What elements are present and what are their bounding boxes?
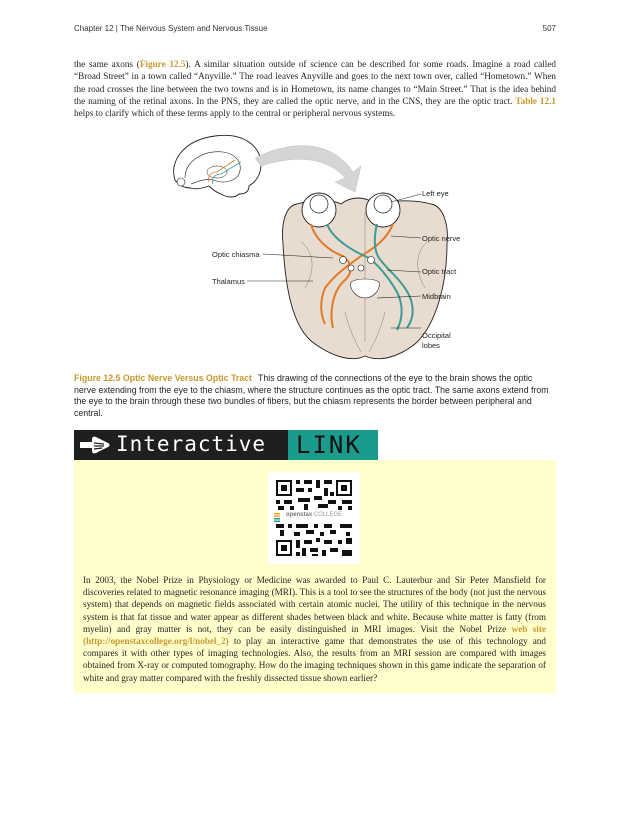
caption-text: This drawing of the connections of the eye to the brain shows the optic nerve extending from the eye to the chiasm, where the structure continues as the optic tract. The same axons extend from the eye to the brain through these two bundles of fibers, but the chiasm represents the border between peripheral and central. <box>74 373 549 418</box>
intro-text-3: helps to clarify which of these terms apply to the central or peripheral nervous systems. <box>74 108 396 119</box>
figure-caption <box>74 373 556 419</box>
label-left-eye: Left eye <box>422 189 449 198</box>
label-optic-chiasma: Optic chiasma <box>212 250 260 259</box>
qr-code-image <box>268 472 360 564</box>
page-number: 507 <box>542 24 556 33</box>
interactive-link-banner <box>74 430 378 460</box>
banner-word-link: LINK <box>296 431 362 459</box>
banner-word-interactive: Interactive <box>116 432 267 456</box>
interactive-text-2: to play an interactive game that demonstrates the use of this technology and compares it with other types of imaging technologies. Also, the results from an MRI session are compared with images obtained from X-ray or computed tomography. How do the imaging techniques shown in this game indicate the separation of white and gray matter compared with the freshly dissected tissue shown earlier? <box>83 636 546 683</box>
label-occipital-2: lobes <box>422 341 440 350</box>
head-silhouette <box>174 135 261 197</box>
label-thalamus: Thalamus <box>212 277 245 286</box>
chapter-title: Chapter 12 | The Nervous System and Nervous Tissue <box>74 24 268 33</box>
table-ref-link[interactable]: Table 12.1 <box>515 95 556 106</box>
page-header <box>74 24 556 36</box>
figure-ref-link[interactable]: Figure 12.5 <box>139 59 186 69</box>
intro-text-2: ). A similar situation outside of science can be described for some roads. Imagine a road called “Broad Street” in a town called “Anyville.” The road leaves Anyville and goes to the next town over, called “Hometown.” When the road crosses the line between the two towns and is in Hometown, its name changes to “Main Street.” That is the idea behind the naming of the retinal axons. In the PNS, they are called the optic nerve, and in the CNS, they are the optic tract. <box>74 59 556 106</box>
nobel-website-link[interactable]: web site (http://openstaxcollege.org/l/nobel_2) <box>83 623 546 647</box>
interactive-text-1: In 2003, the Nobel Prize in Physiology or Medicine was awarded to Paul C. Lauterbur and Sir Peter Mansfield for discoveries related to magnetic resonance imaging (MRI). This is a tool to see the structures of the body (not just the nervous system) that depends on magnetic fields associated with certain atomic nuclei. The utility of this technique in the nervous system is that fat tissue and water appear as different shades between black and white. Because white matter is fatty (from myelin) and gray matter is not, they can be easily distinguished in MRI images. Visit the Nobel Prize <box>83 575 546 634</box>
qr-code[interactable] <box>268 472 360 564</box>
caption-title: Figure 12.5 Optic Nerve Versus Optic Tract <box>74 373 252 383</box>
qr-brand-label: openstax COLLEGE <box>285 512 343 518</box>
label-optic-tract: Optic tract <box>422 267 457 276</box>
intro-text-1: the same axons ( <box>74 59 140 69</box>
label-optic-nerve: Optic nerve <box>422 234 461 243</box>
label-occipital-1: Occipital <box>422 331 451 340</box>
zoom-arrow <box>255 146 361 192</box>
intro-paragraph <box>74 58 556 119</box>
interactive-link-text <box>83 574 546 684</box>
label-midbrain: Midbrain <box>422 292 451 301</box>
pointing-hand-icon <box>78 434 110 456</box>
optic-pathway-figure <box>165 132 465 364</box>
